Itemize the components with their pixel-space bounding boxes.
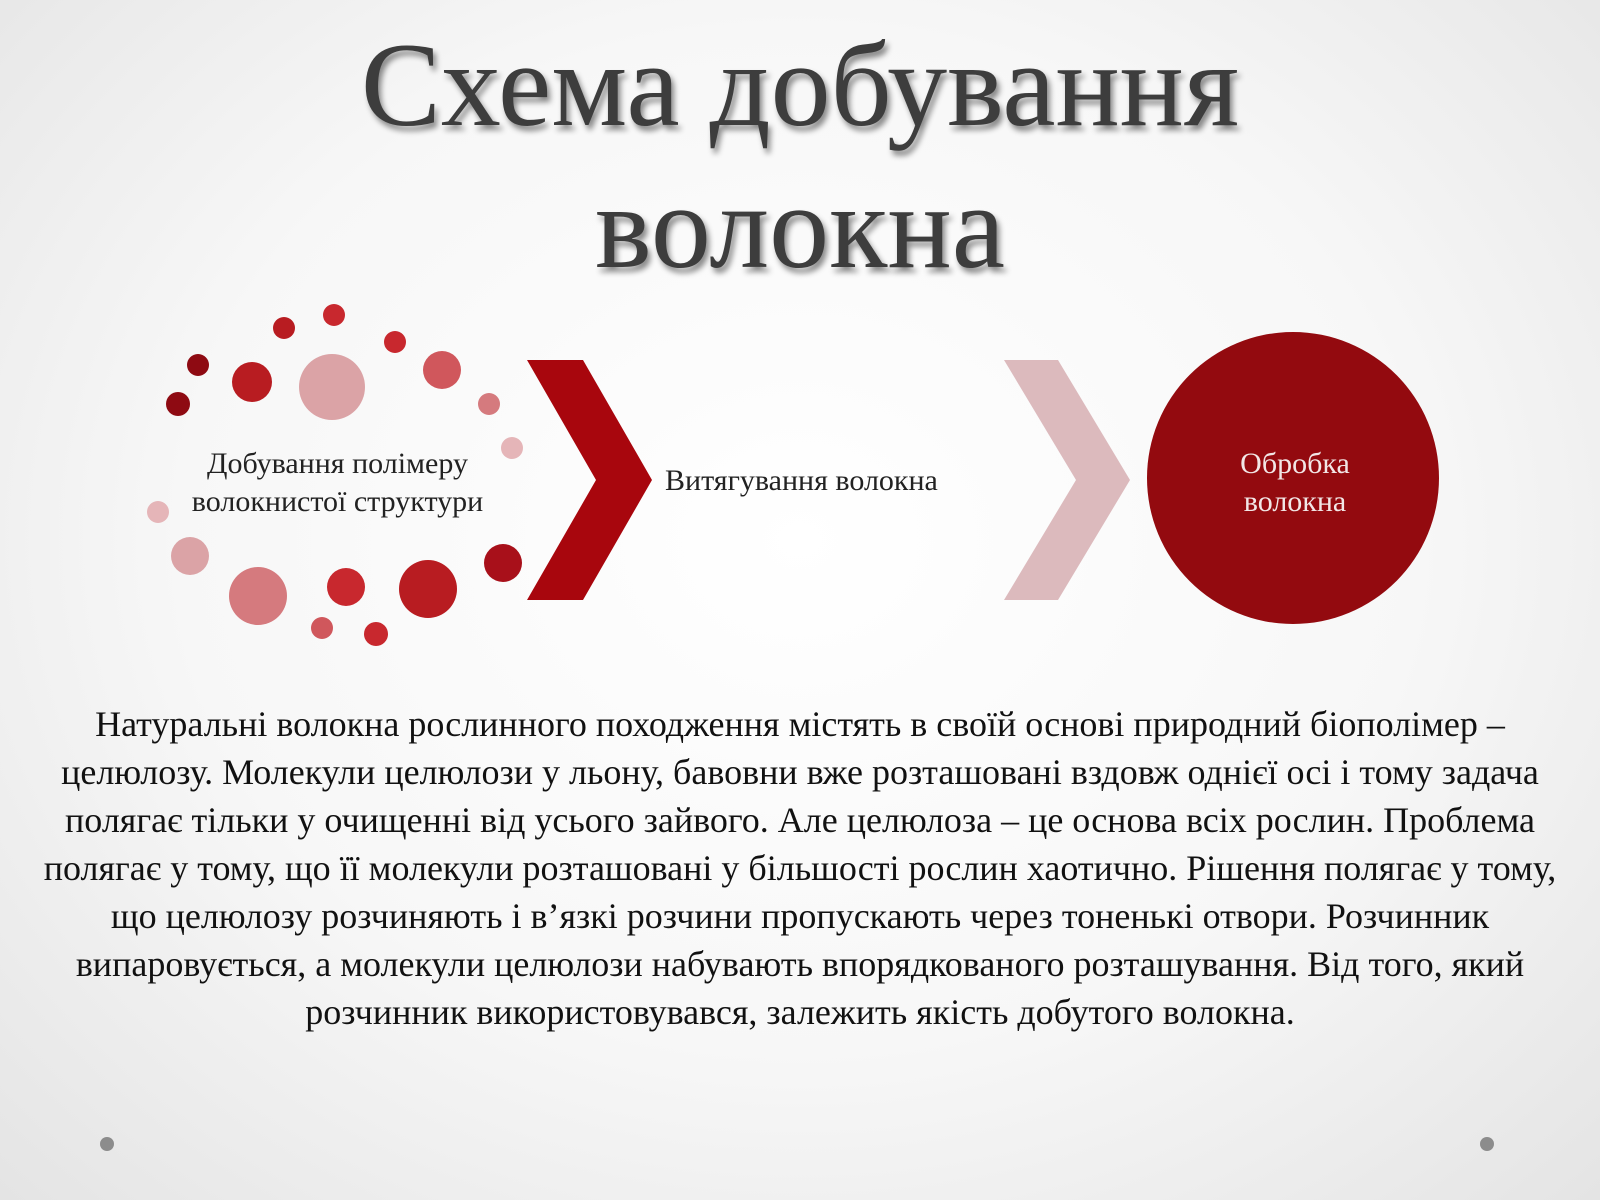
ring-dot — [229, 567, 287, 625]
ring-dot — [311, 617, 333, 639]
ring-dot — [273, 317, 295, 339]
ring-dot — [327, 568, 365, 606]
slide-title-line-2: волокна — [595, 160, 1005, 293]
ring-dot — [364, 622, 388, 646]
corner-dot-left — [100, 1137, 114, 1151]
ring-dot — [187, 354, 209, 376]
ring-dot — [399, 560, 457, 618]
ring-dot — [171, 537, 209, 575]
description-paragraph: Натуральні волокна рослинного походження містять в своїй основі природний біополімер – целюлозу. Молекули целюлози у льону, бавовни вже розташовані вздовж однієї осі і тому задача полягає тільки у очищенні від усього зайвого. Але целюлоза – це основа всіх рослин. Проблема полягає у тому, що її молекули розташовані у більшості рослин хаотично. Рішення полягає у тому, що целюлозу розчиняють і в’язкі розчини пропускають через тоненькі отвори. Розчинник випаровується, а молекули целюлози набувають впорядкованого розташування. Від того, який розчинник використовувався, залежить якість добутого волокна. — [43, 704, 1557, 1032]
ring-dot — [299, 354, 365, 420]
step-1-label-line-1: Добування полімеру — [207, 447, 468, 480]
step-1-label-line-2: волокнистої структури — [191, 485, 484, 518]
slide-title — [0, 14, 1600, 298]
chevron-arrow-icon — [527, 360, 652, 600]
chevron-arrow-light-icon — [1004, 360, 1130, 600]
step-3-label-line-1: Обробка — [1240, 447, 1350, 480]
ring-dot — [166, 392, 190, 416]
ring-dot — [232, 362, 272, 402]
ring-dot — [384, 331, 406, 353]
step-3-label-line-2: волокна — [1243, 485, 1347, 518]
ring-dot — [484, 544, 522, 582]
ring-dot — [323, 304, 345, 326]
corner-dot-right — [1480, 1137, 1494, 1151]
ring-dot — [423, 351, 461, 389]
process-diagram — [0, 290, 1600, 660]
step-1-label — [160, 445, 515, 521]
step-2-label: Витягування волокна — [665, 464, 938, 497]
step-3-label — [1150, 445, 1440, 521]
slide-title-line-1: Схема добування — [360, 18, 1240, 151]
ring-dot — [478, 393, 500, 415]
